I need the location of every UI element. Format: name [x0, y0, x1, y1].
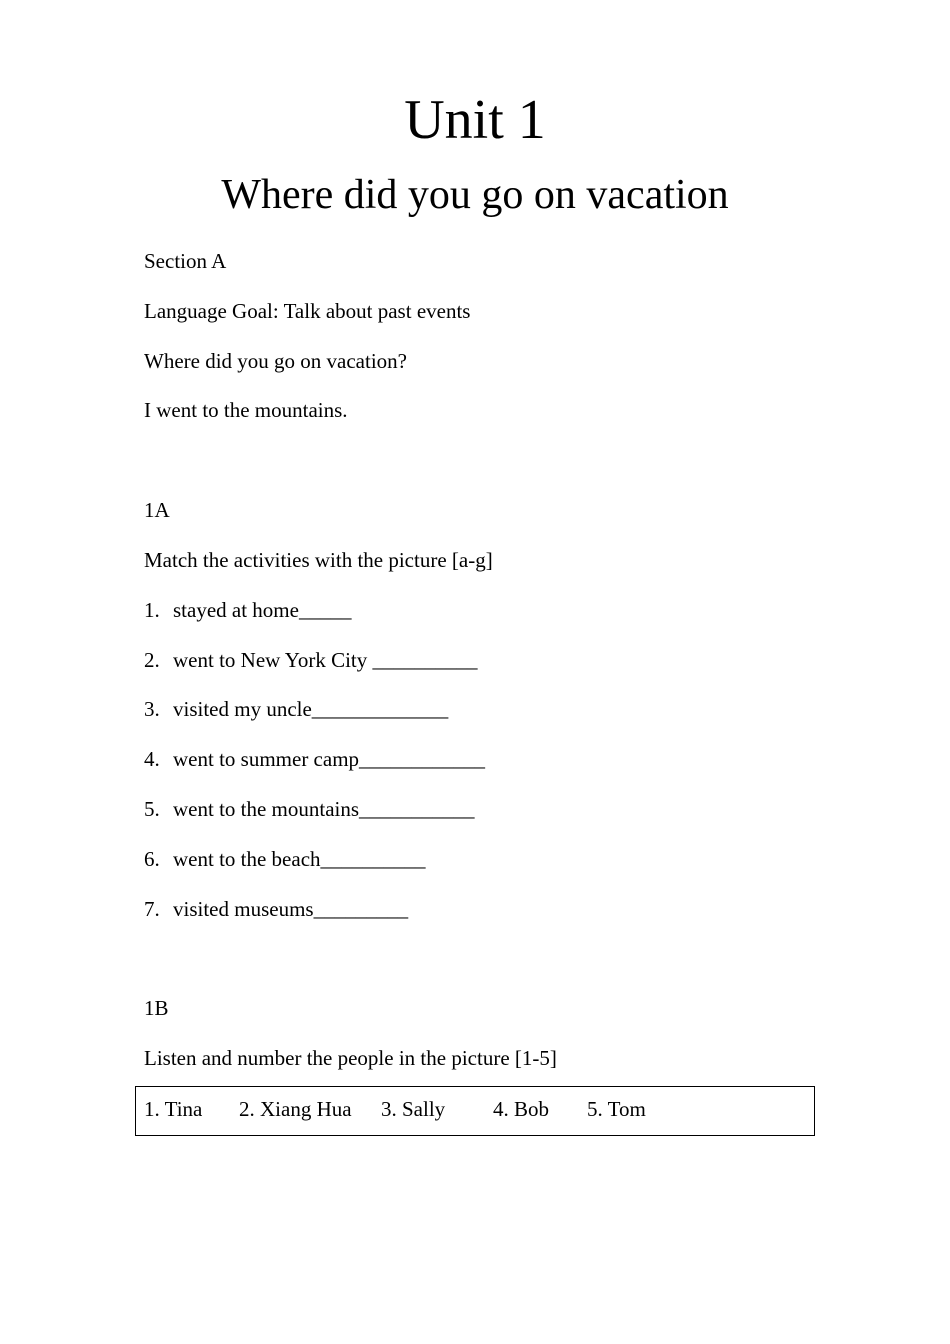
part-1b-instruction: Listen and number the people in the picture [1-5] — [144, 1046, 557, 1070]
example-question: Where did you go on vacation? — [144, 349, 407, 373]
item-number: 6. — [144, 847, 160, 871]
item-number: 5. — [144, 797, 160, 821]
person-name: 3. Sally — [381, 1097, 446, 1121]
activity-item — [144, 746, 485, 772]
example-answer: I went to the mountains. — [144, 398, 348, 422]
item-number: 3. — [144, 697, 160, 721]
unit-title: Unit 1 — [404, 89, 546, 151]
unit-subtitle: Where did you go on vacation — [221, 172, 729, 218]
item-text: went to the mountains___________ — [173, 797, 475, 821]
activity-item — [144, 846, 426, 872]
person-name: 1. Tina — [144, 1097, 203, 1121]
names-box — [135, 1086, 815, 1136]
item-text: stayed at home_____ — [173, 598, 352, 622]
part-1a-heading: 1A — [144, 498, 170, 522]
language-goal: Language Goal: Talk about past events — [144, 299, 471, 323]
activity-item — [144, 597, 351, 623]
item-text: visited museums_________ — [173, 897, 409, 921]
item-text: went to New York City __________ — [173, 648, 478, 672]
item-number: 4. — [144, 747, 160, 771]
part-1a-instruction: Match the activities with the picture [a-g] — [144, 548, 493, 572]
item-text: went to the beach__________ — [173, 847, 426, 871]
item-text: went to summer camp____________ — [173, 747, 486, 771]
person-name: 2. Xiang Hua — [239, 1097, 352, 1121]
item-number: 1. — [144, 598, 160, 622]
person-name: 5. Tom — [587, 1097, 646, 1121]
person-name: 4. Bob — [493, 1097, 550, 1121]
item-number: 2. — [144, 648, 160, 672]
activity-item — [144, 896, 408, 922]
section-label: Section A — [144, 249, 227, 273]
activity-item — [144, 796, 475, 822]
item-text: visited my uncle_____________ — [173, 697, 449, 721]
activity-item — [144, 647, 478, 673]
item-number: 7. — [144, 897, 160, 921]
activity-item — [144, 696, 448, 722]
part-1b-heading: 1B — [144, 996, 169, 1020]
